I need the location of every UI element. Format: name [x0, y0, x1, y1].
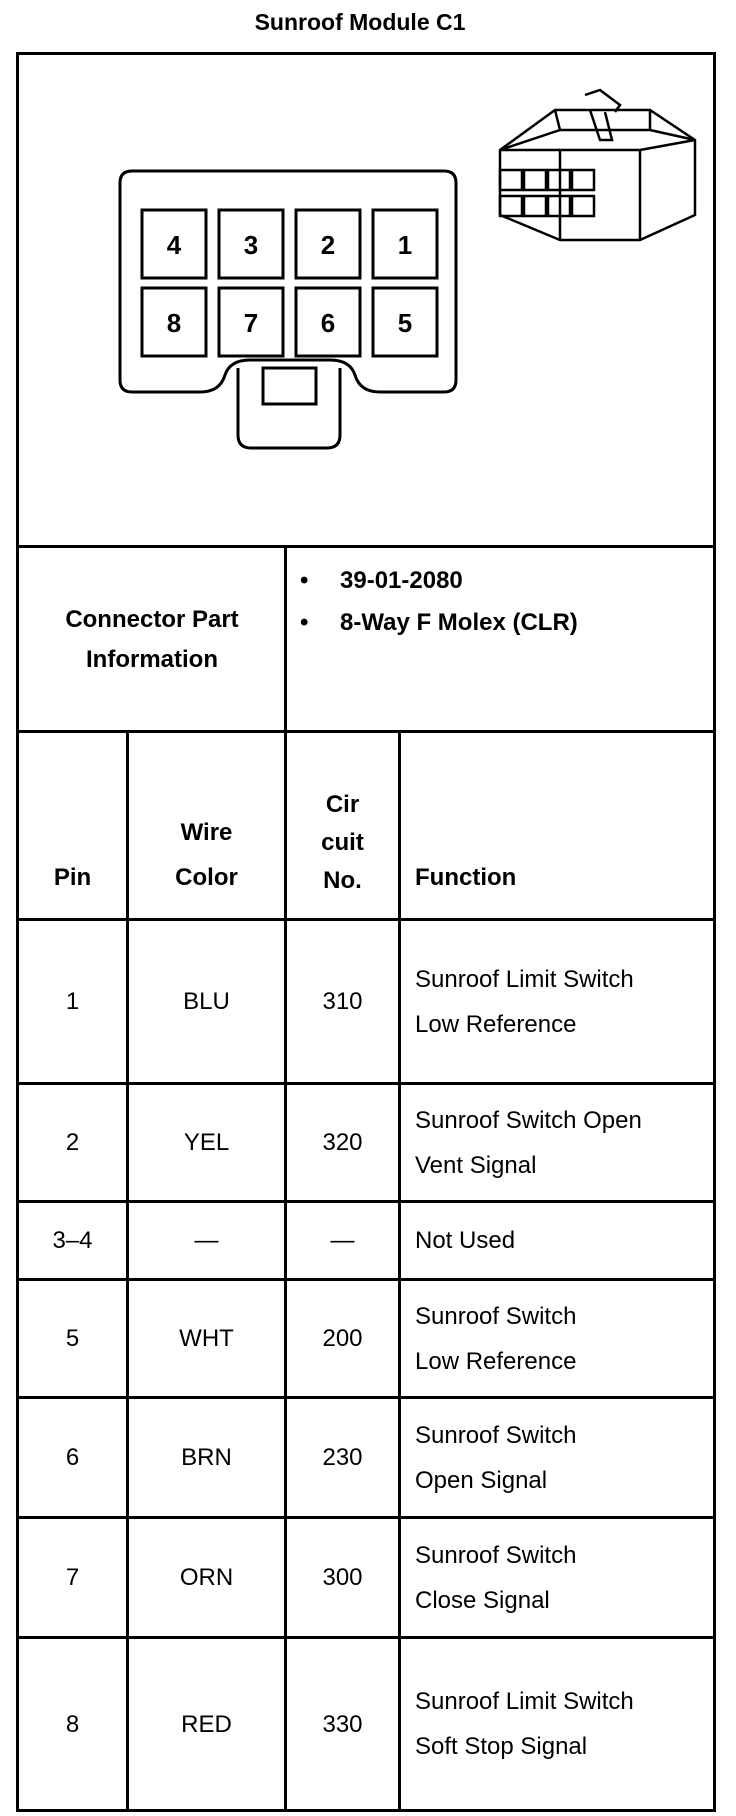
- pin-number: 7: [243, 308, 259, 338]
- pin-number: 5: [397, 308, 413, 338]
- cell-pin: 5: [65, 1325, 80, 1352]
- cell-function: Sunroof Switch Open Signal: [415, 1421, 577, 1494]
- pin-number: 8: [166, 308, 182, 338]
- cell-pin: 3–4: [52, 1227, 93, 1254]
- bullet-icon: •: [300, 567, 309, 594]
- cell-wire-color: BLU: [183, 988, 230, 1015]
- part-description: 8-Way F Molex (CLR): [340, 609, 578, 636]
- part-info-item: [300, 560, 700, 602]
- cell-circuit: 300: [322, 1564, 363, 1591]
- cell-pin: 6: [65, 1444, 80, 1471]
- cell-function: Sunroof Switch Open Vent Signal: [415, 1106, 642, 1179]
- bullet-icon: •: [300, 609, 309, 636]
- cell-wire-color: —: [194, 1227, 219, 1254]
- header-pin: Pin: [53, 864, 92, 891]
- connector-diagram: [0, 0, 736, 545]
- divider: [398, 730, 401, 1812]
- cell-wire-color: WHT: [179, 1325, 234, 1352]
- cell-wire-color: ORN: [179, 1564, 234, 1591]
- part-number: 39-01-2080: [340, 567, 463, 594]
- cell-function: Sunroof Switch Low Reference: [415, 1302, 577, 1375]
- pin-number: 6: [320, 308, 336, 338]
- connector-face-outline: [120, 171, 456, 392]
- cell-circuit: 320: [322, 1129, 363, 1156]
- cell-circuit: 310: [322, 988, 363, 1015]
- cell-circuit: —: [330, 1227, 355, 1254]
- header-function: Function: [415, 864, 517, 891]
- connector-latch: [238, 368, 340, 448]
- latch-slot: [263, 368, 316, 404]
- connector-3d-illustration: [500, 90, 695, 240]
- part-info-item: [300, 602, 700, 644]
- header-wire-color: Wire Color: [175, 819, 238, 891]
- header-circuit: Cir cuit No.: [321, 791, 364, 894]
- pin-number: 3: [243, 230, 259, 260]
- part-info-list: [300, 560, 700, 644]
- cell-circuit: 330: [322, 1710, 363, 1738]
- cell-pin: 7: [65, 1564, 80, 1591]
- cell-function: Not Used: [415, 1227, 516, 1254]
- cell-circuit: 200: [322, 1325, 363, 1352]
- divider: [16, 545, 716, 548]
- cell-wire-color: YEL: [183, 1129, 230, 1156]
- cell-wire-color: BRN: [181, 1444, 232, 1471]
- cell-function: Sunroof Limit Switch Low Reference: [415, 965, 634, 1038]
- cell-function: Sunroof Limit Switch Soft Stop Signal: [415, 1688, 634, 1760]
- cell-circuit: 230: [322, 1444, 363, 1471]
- cell-pin: 2: [65, 1129, 80, 1156]
- cell-wire-color: RED: [181, 1710, 232, 1738]
- cell-pin: 8: [65, 1710, 80, 1738]
- pin-number: 1: [397, 230, 413, 260]
- cell-pin: 1: [65, 988, 80, 1015]
- pin-number: 2: [320, 230, 336, 260]
- page-title: Sunroof Module C1: [254, 9, 466, 35]
- part-info-label: Connector Part Information: [65, 606, 239, 673]
- pin-number: 4: [166, 230, 182, 260]
- cell-function: Sunroof Switch Close Signal: [415, 1541, 577, 1614]
